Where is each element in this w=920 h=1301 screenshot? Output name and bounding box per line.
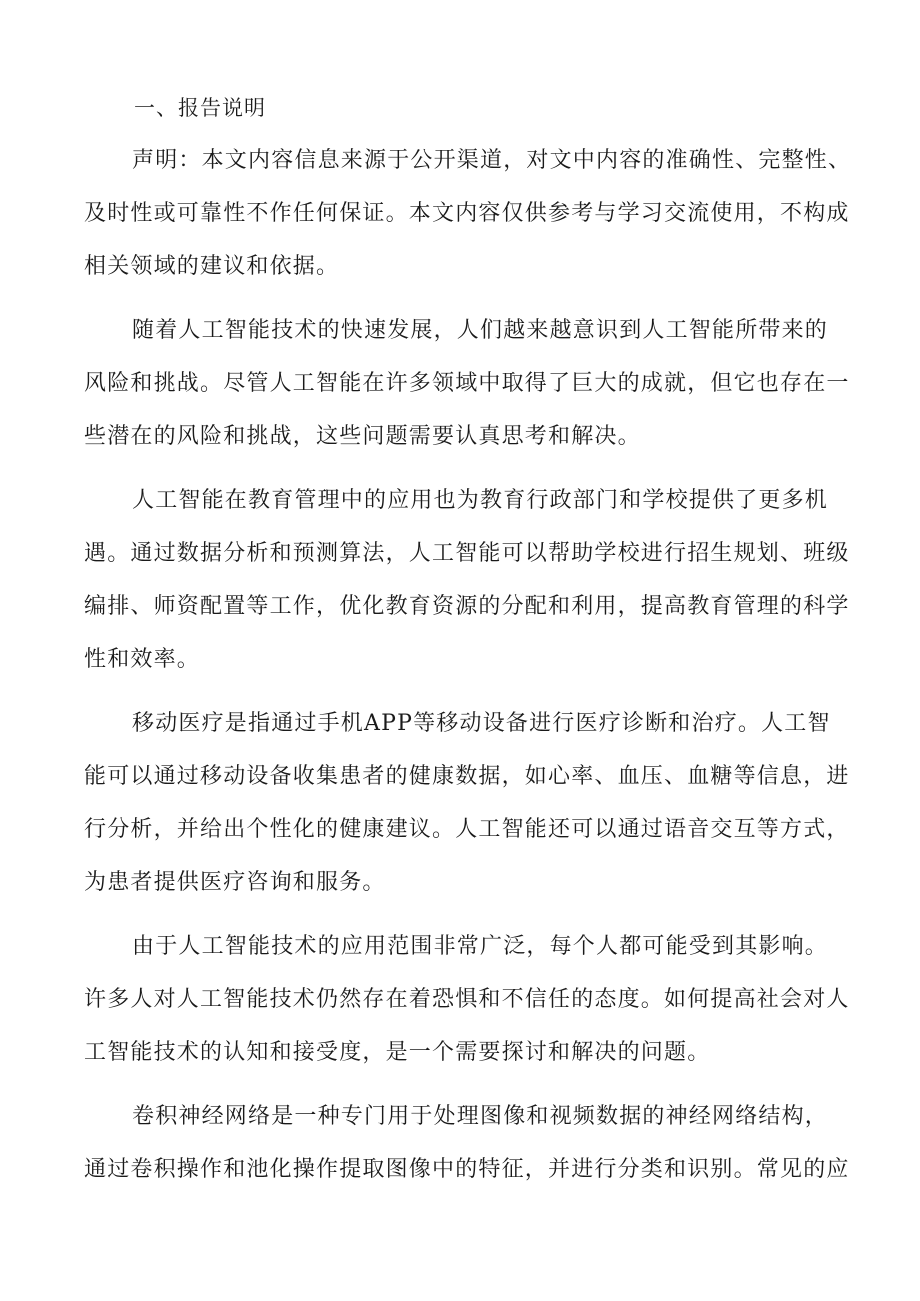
- paragraph-education: [0, 481, 920, 680]
- paragraph-disclaimer: [0, 141, 920, 287]
- paragraph-line: 行分析，并给出个性化的健康建议。人工智能还可以通过语音交互等方式，: [84, 817, 850, 842]
- paragraph-cnn: [0, 1097, 920, 1190]
- paragraph-mobile-health: [0, 704, 920, 903]
- paragraph-line: 通过卷积操作和池化操作提取图像中的特征，并进行分类和识别。常见的应: [84, 1157, 850, 1182]
- paragraph-line: 及时性或可靠性不作任何保证。本文内容仅供参考与学习交流使用，不构成: [84, 201, 850, 226]
- paragraph-line: 工智能技术的认知和接受度，是一个需要探讨和解决的问题。: [84, 1040, 711, 1065]
- paragraph-line: 由于人工智能技术的应用范围非常广泛，每个人都可能受到其影响。: [132, 934, 829, 959]
- section-heading: 一、报告说明: [134, 96, 266, 120]
- paragraph-line: 相关领域的建议和依据。: [84, 254, 340, 279]
- paragraph-line: 遇。通过数据分析和预测算法，人工智能可以帮助学校进行招生规划、班级: [84, 541, 850, 566]
- paragraph-line: 随着人工智能技术的快速发展，人们越来越意识到人工智能所带来的: [132, 318, 829, 343]
- paragraph-line: 为患者提供医疗咨询和服务。: [84, 870, 386, 895]
- paragraph-line: 性和效率。: [84, 647, 201, 672]
- paragraph-line: 声明：本文内容信息来源于公开渠道，对文中内容的准确性、完整性、: [132, 148, 852, 173]
- paragraph-line: 移动医疗是指通过手机APP等移动设备进行医疗诊断和治疗。人工智: [132, 711, 831, 736]
- paragraph-line: 些潜在的风险和挑战，这些问题需要认真思考和解决。: [84, 424, 641, 449]
- paragraph-line: 编排、师资配置等工作，优化教育资源的分配和利用，提高教育管理的科学: [84, 594, 850, 619]
- paragraph-line: 许多人对人工智能技术仍然存在着恐惧和不信任的态度。如何提高社会对人: [84, 987, 850, 1012]
- paragraph-line: 风险和挑战。尽管人工智能在许多领域中取得了巨大的成就，但它也存在一: [84, 371, 850, 396]
- paragraph-line: 人工智能在教育管理中的应用也为教育行政部门和学校提供了更多机: [132, 488, 829, 513]
- paragraph-public-acceptance: [0, 927, 920, 1073]
- paragraph-line: 能可以通过移动设备收集患者的健康数据，如心率、血压、血糖等信息，进: [84, 764, 850, 789]
- paragraph-ai-risks: [0, 311, 920, 457]
- paragraph-line: 卷积神经网络是一种专门用于处理图像和视频数据的神经网络结构，: [132, 1104, 829, 1129]
